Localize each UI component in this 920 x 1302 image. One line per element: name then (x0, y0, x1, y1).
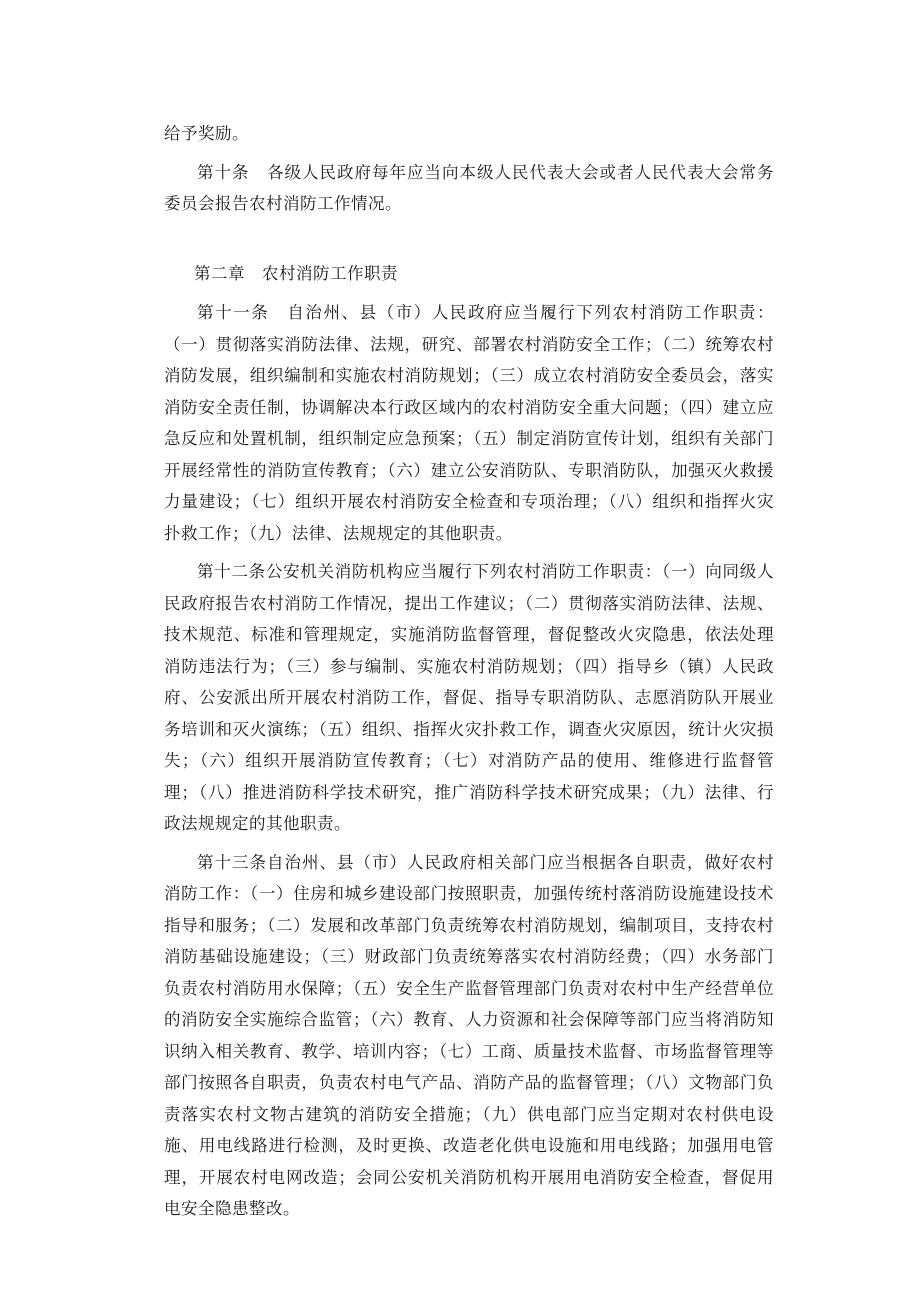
paragraph-continuation: 给予奖励。 (164, 124, 249, 143)
document-body (164, 118, 774, 1232)
chapter-heading: 第二章 农村消防工作职责 (194, 263, 398, 283)
paragraph-article-13: 第十三条自治州、县（市）人民政府相关部门应当根据各自职责，做好农村消防工作：（一）住房和城乡建设部门按照职责，加强传统村落消防设施建设技术指导和服务；（二）发展和改革部门负责统筹农村消防规划，编制项目，支持农村消防基础设施建设；（三）财政部门负责统筹落实农村消防经费；（四）水务部门负责农村消防用水保障；（五）安全生产监督管理部门负责对农村中生产经营单位的消防安全实施综合监管；（六）教育、人力资源和社会保障等部门应当将消防知识纳入相关教育、教学、培训内容；（七）工商、质量技术监督、市场监督管理等部门按照各自职责，负责农村电气产品、消防产品的监督管理；（八）文物部门负责落实农村文物古建筑的消防安全措施；（九）供电部门应当定期对农村供电设施、用电线路进行检测，及时更换、改造老化供电设施和用电线路；加强用电管理，开展农村电网改造；会同公安机关消防机构开展用电消防安全检查，督促用电安全隐患整改。 (164, 852, 774, 1218)
paragraph-article-12: 第十二条公安机关消防机构应当履行下列农村消防工作职责：（一）向同级人民政府报告农村消防工作情况，提出工作建议；（二）贯彻落实消防法律、法规、技术规范、标准和管理规定，实施消防监督管理，督促整改火灾隐患，依法处理消防违法行为；（三）参与编制、实施农村消防规划；（四）指导乡（镇）人民政府、公安派出所开展农村消防工作，督促、指导专职消防队、志愿消防队开展业务培训和灭火演练；（五）组织、指挥火灾扑救工作，调查火灾原因，统计火灾损失；（六）组织开展消防宣传教育；（七）对消防产品的使用、维修进行监督管理；（八）推进消防科学技术研究，推广消防科学技术研究成果；（九）法律、行政法规规定的其他职责。 (164, 562, 774, 833)
paragraph-article-10: 第十条 各级人民政府每年应当向本级人民代表大会或者人民代表大会常务委员会报告农村消防工作情况。 (164, 162, 774, 213)
paragraph-article-11: 第十一条 自治州、县（市）人民政府应当履行下列农村消防工作职责：（一）贯彻落实消防法律、法规，研究、部署农村消防安全工作；（二）统筹农村消防发展，组织编制和实施农村消防规划；（三）成立农村消防安全委员会，落实消防安全责任制，协调解决本行政区域内的农村消防安全重大问题；（四）建立应急反应和处置机制，组织制定应急预案；（五）制定消防宣传计划，组织有关部门开展经常性的消防宣传教育；（六）建立公安消防队、专职消防队，加强灭火救援力量建设；（七）组织开展农村消防安全检查和专项治理；（八）组织和指挥火灾扑救工作；（九）法律、法规规定的其他职责。 (164, 303, 774, 543)
